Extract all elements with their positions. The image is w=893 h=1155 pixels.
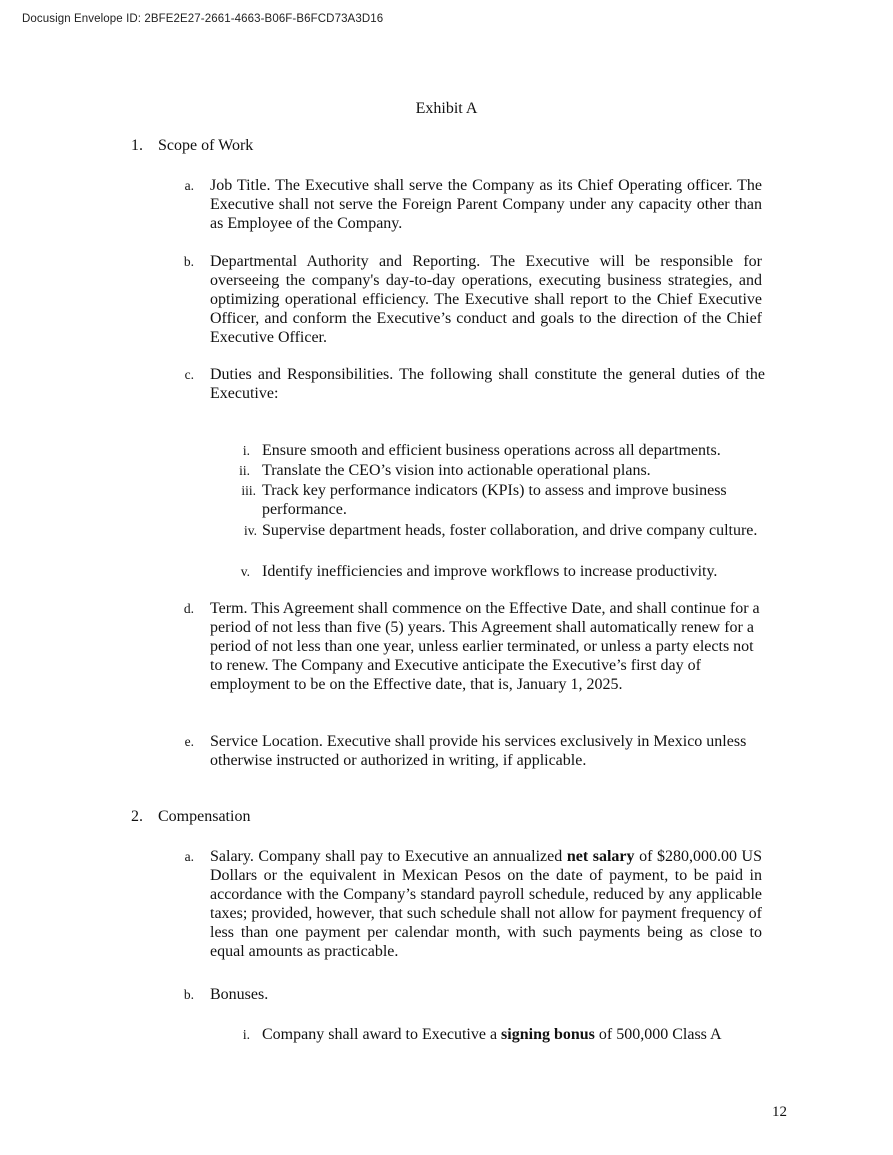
subitem-1c-i-label: i. — [242, 443, 250, 458]
item-2b-label: b. — [183, 987, 194, 1002]
item-2a-label: a. — [184, 849, 194, 864]
subitem-1c-iii-label: iii. — [241, 483, 256, 498]
item-1c-label: c. — [184, 367, 194, 382]
page-number: 12 — [772, 1104, 787, 1120]
item-1c-text: Duties and Responsibilities. The following shall constitute the general duties of the Executive: — [210, 366, 765, 402]
subitem-1c-ii-label: ii. — [239, 463, 250, 478]
item-1a-label: a. — [184, 178, 194, 193]
section-1-heading: Scope of Work — [158, 137, 254, 154]
item-2a-text-after: of $280,000.00 US Dollars or the equivalent in Mexican Pesos on the date of payment, to be paid in accordance with the Company’s standard payroll schedule, reduced by any applicable taxes; provided, however, that such schedule shall not allow for payment frequency of less than one payment per calendar month, with such payments being as close to equal amounts as practicable. — [210, 848, 763, 960]
page-title: Exhibit A — [415, 100, 478, 117]
item-1e-label: e. — [184, 734, 194, 749]
item-1a-text: Job Title. The Executive shall serve the Company as its Chief Operating officer. The Executive shall not serve the Foreign Parent Company under any capacity other than as Employee of the Company. — [210, 177, 762, 232]
subitem-1c-iii-text: Track key performance indicators (KPIs) to assess and improve business performance. — [262, 482, 727, 518]
subitem-2b-i-label: i. — [242, 1027, 250, 1042]
subitem-2b-i-text-before: Company shall award to Executive a — [262, 1026, 502, 1043]
subitem-2b-i-text-after: of 500,000 Class A — [594, 1026, 722, 1043]
item-1b-text: Departmental Authority and Reporting. The Executive will be responsible for overseeing the company's day-to-day operations, executing business strategies, and optimizing operational efficiency. The Executive shall report to the Chief Executive Officer, and conform the Executive’s conduct and goals to the direction of the Chief Executive Officer. — [210, 253, 762, 346]
net-salary-term: net salary — [566, 848, 635, 865]
subitem-1c-iv-text: Supervise department heads, foster collaboration, and drive company culture. — [262, 522, 758, 539]
subitem-1c-i-text: Ensure smooth and efficient business operations across all departments. — [262, 442, 721, 459]
subitem-1c-iv-label: iv. — [244, 523, 257, 538]
section-1-number: 1. — [131, 137, 143, 154]
item-1b-label: b. — [183, 254, 194, 269]
section-2-heading: Compensation — [158, 808, 251, 825]
subitem-1c-v-label: v. — [240, 564, 250, 579]
item-2a-text — [210, 847, 762, 961]
envelope-id: Docusign Envelope ID: 2BFE2E27-2661-4663-B06F-B6FCD73A3D16 — [22, 13, 384, 25]
subitem-1c-v-text: Identify inefficiencies and improve workflows to increase productivity. — [262, 563, 718, 580]
subitem-2b-i-text — [262, 1025, 792, 1044]
item-2b-text: Bonuses. — [210, 986, 269, 1003]
item-1e-text: Service Location. Executive shall provide his services exclusively in Mexico unless otherwise instructed or authorized in writing, if applicable. — [210, 733, 747, 769]
section-2-number: 2. — [131, 808, 143, 825]
item-1d-text: Term. This Agreement shall commence on the Effective Date, and shall continue for a period of not less than five (5) years. This Agreement shall automatically renew for a period of not less than one year, unless earlier terminated, or unless a party elects not to renew. The Company and Executive anticipate the Executive’s first day of employment to be on the Effective date, that is, January 1, 2025. — [210, 600, 760, 693]
item-2a-text-before: Salary. Company shall pay to Executive an annualized — [210, 848, 567, 865]
signing-bonus-term: signing bonus — [501, 1026, 595, 1043]
item-1d-label: d. — [183, 601, 194, 616]
subitem-1c-ii-text: Translate the CEO’s vision into actionable operational plans. — [262, 462, 651, 479]
